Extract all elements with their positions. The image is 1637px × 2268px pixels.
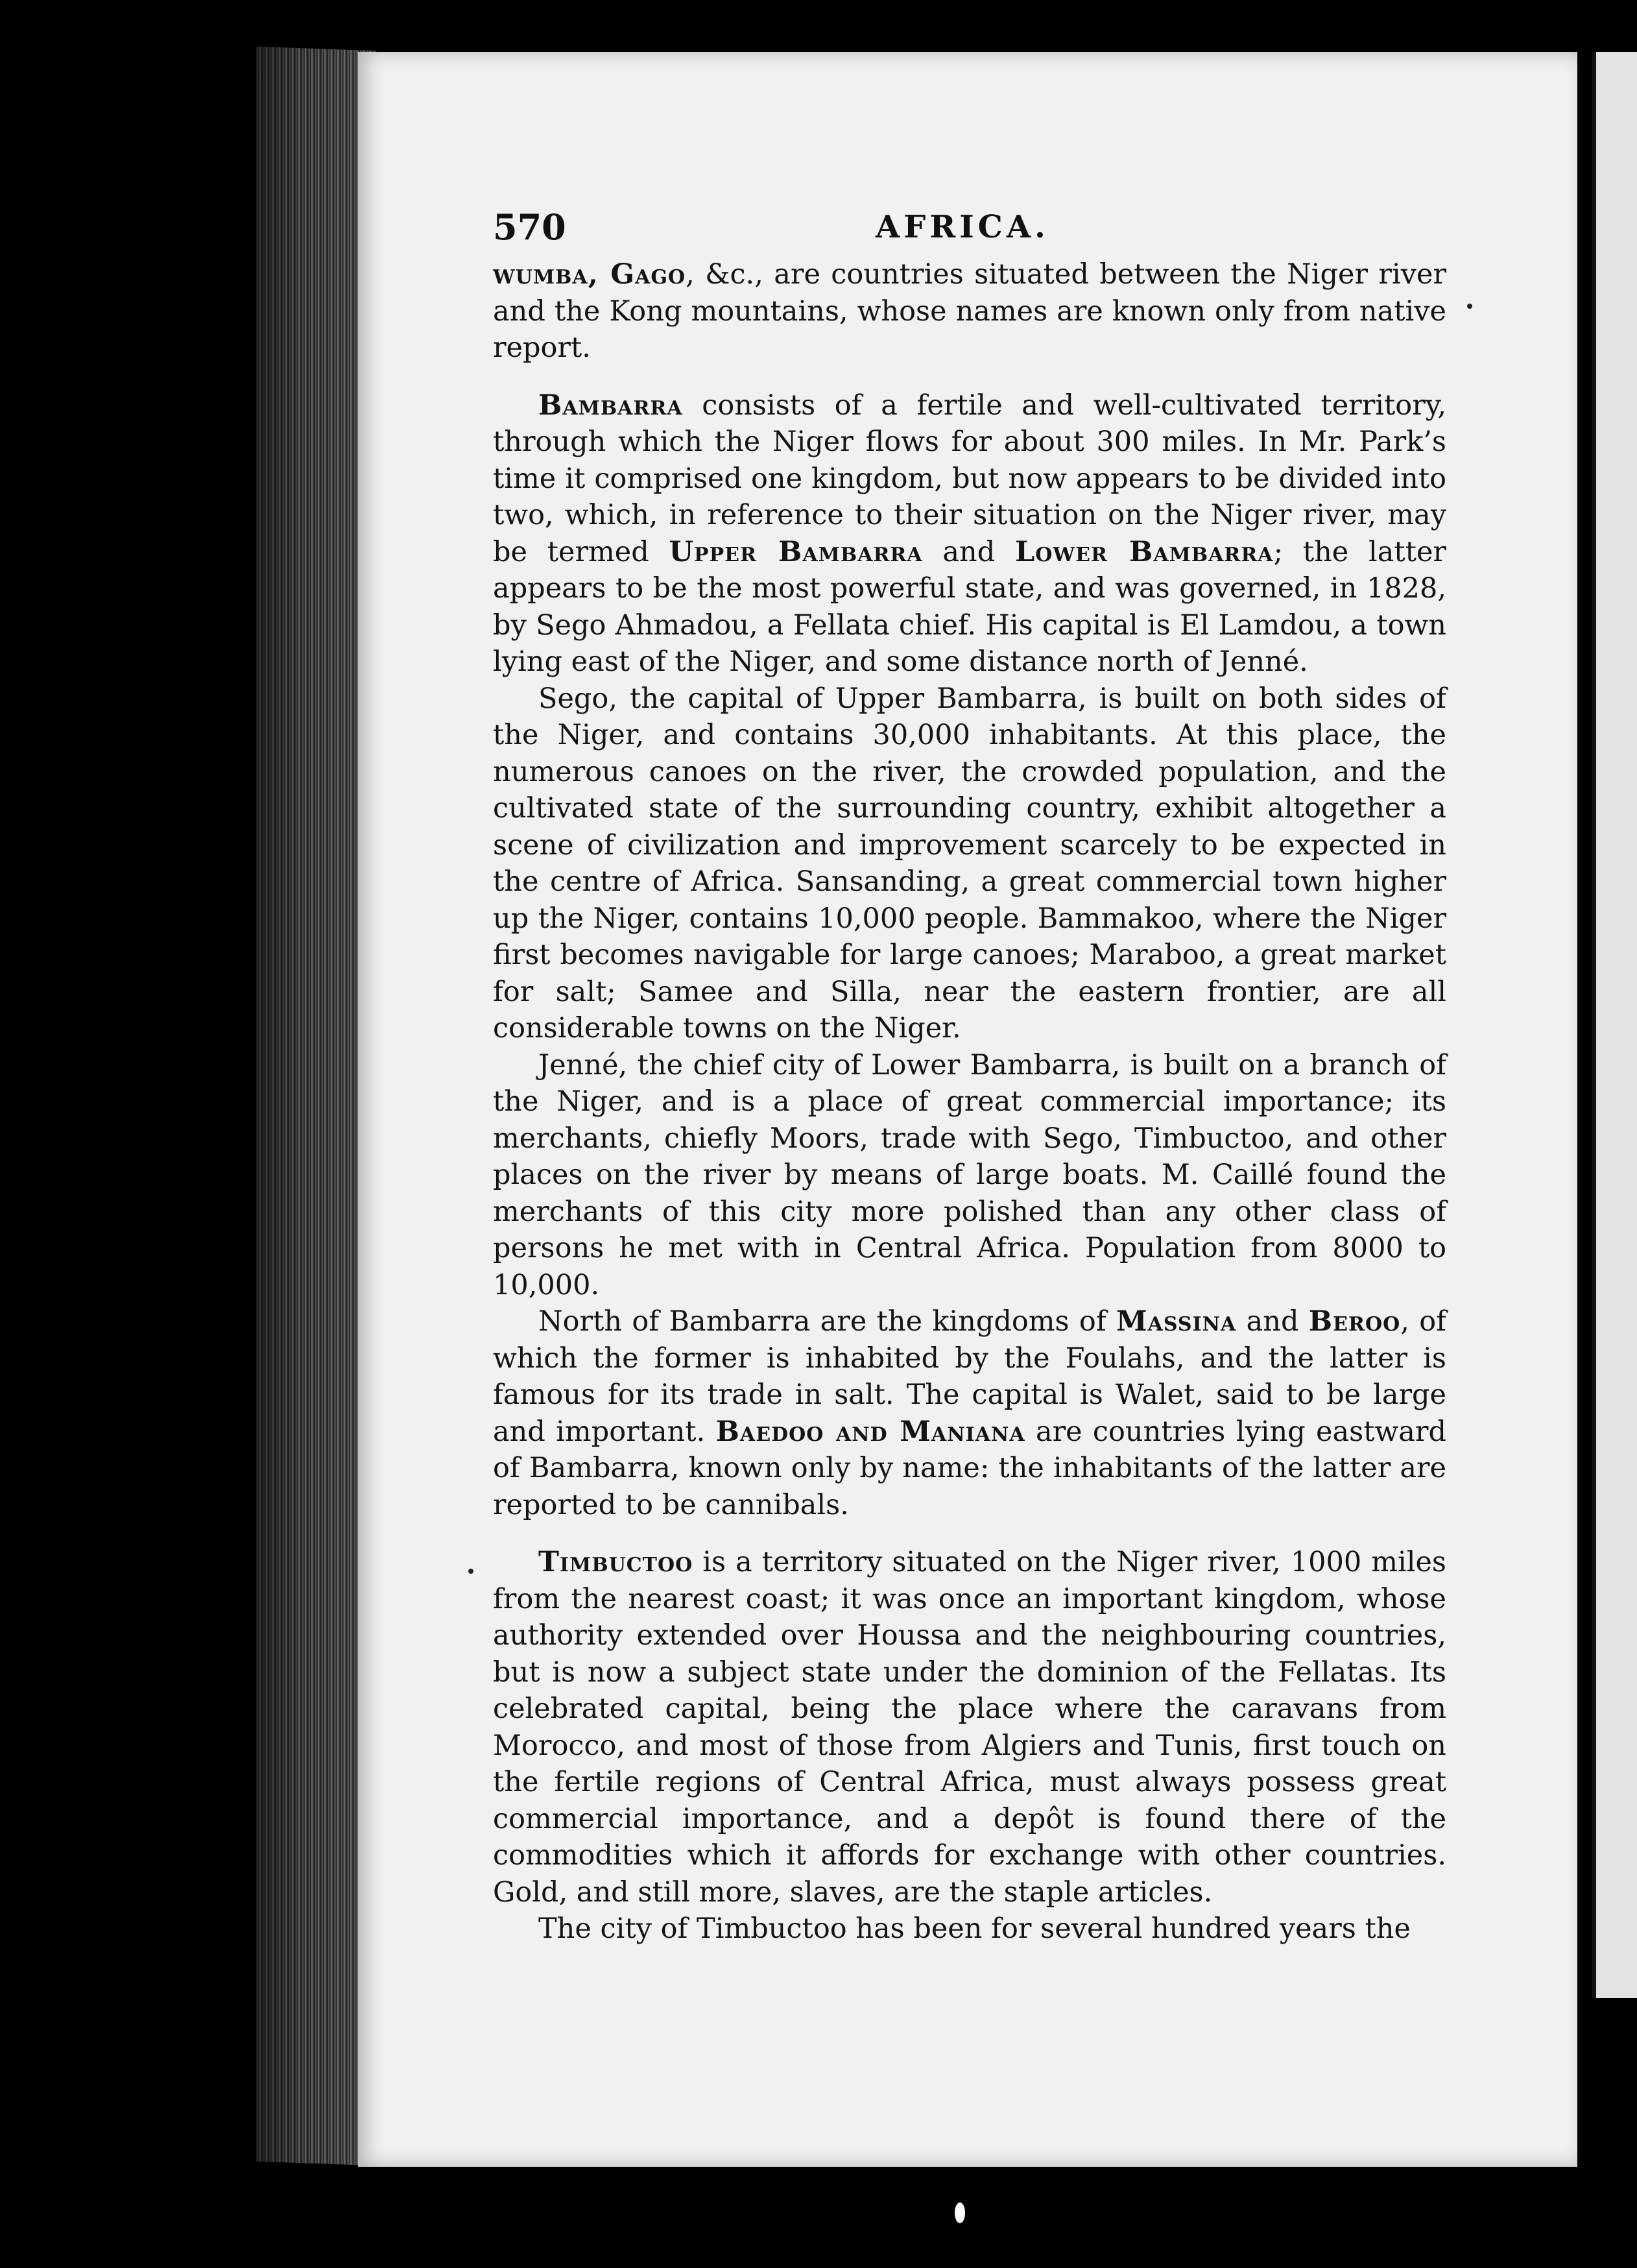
text-run: consists of a fertile and well-cultivated territory, through which the Niger flows for about 300 miles. In Mr. Park’s time it comprised one kingdom, but now appears to be divided into two, which, in reference to their situation on the Niger river, may be termed	[493, 389, 1446, 568]
page-number: 570	[493, 206, 566, 248]
paragraph	[493, 387, 1446, 681]
text-run: , of which the former is inhabited by the Foulahs, and the latter is famous for its trade in salt. The capital is Walet, said to be large and important.	[493, 1305, 1446, 1448]
paragraph	[493, 1303, 1446, 1523]
running-title: AFRICA.	[876, 209, 1049, 245]
paragraph	[493, 1544, 1446, 1911]
small-caps-term: Timbuctoo	[538, 1546, 693, 1578]
scan-artifact	[955, 2202, 965, 2223]
text-run: ; the latter appears to be the most powerful state, and was governed, in 1828, by Sego Ahmadou, a Fellata chief. His capital is El Lamdou, a town lying east of the Niger, and some distance north of Jenné.	[493, 535, 1446, 678]
text-run: North of Bambarra are the kingdoms of	[538, 1305, 1117, 1338]
text-run: and	[922, 535, 1016, 568]
body-text	[493, 256, 1446, 1948]
facing-page-edge	[1592, 52, 1637, 1998]
small-caps-term: Baedoo and Maniana	[715, 1415, 1025, 1448]
text-run: is a territory situated on the Niger river, 1000 miles from the nearest coast; it was once an important kingdom, whose authority extended over Houssa and the neighbouring countries, but is now a subject state under the dominion of the Fellatas. Its celebrated capital, being the place where the caravans from Morocco, and most of those from Algiers and Tunis, first touch on the fertile regions of Central Africa, must always possess great commercial importance, and a depôt is found there of the commodities which it affords for exchange with other countries. Gold, and still more, slaves, are the staple articles.	[493, 1546, 1446, 1909]
paragraph	[493, 256, 1446, 367]
small-caps-term: Lower Bambarra	[1015, 535, 1274, 568]
small-caps-term: wumba, Gago	[493, 258, 686, 291]
text-run: Jenné, the chief city of Lower Bambarra, is built on a branch of the Niger, and is a place of great commercial importance; its merchants, chiefly Moors, trade with Sego, Timbuctoo, and other places on the river by means of large boats. M. Caillé found the merchants of this city more polished than any other class of persons he met with in Central Africa. Population from 8000 to 10,000.	[493, 1048, 1446, 1301]
small-caps-term: Upper Bambarra	[669, 535, 923, 568]
paragraph	[493, 1047, 1446, 1304]
small-caps-term: Beroo	[1308, 1305, 1401, 1338]
paragraph	[493, 1911, 1446, 1948]
scan-artifact	[468, 1569, 473, 1574]
small-caps-term: Massina	[1116, 1305, 1237, 1338]
paragraph	[493, 681, 1446, 1047]
text-run: , &c., are countries situated between the Niger river and the Kong mountains, whose names are known only from native report.	[493, 258, 1446, 364]
text-run: are countries lying eastward of Bambarra, known only by name: the inhabitants of the latter are reported to be cannibals.	[493, 1415, 1447, 1521]
text-run: Sego, the capital of Upper Bambarra, is built on both sides of the Niger, and contains 30,000 inhabitants. At this place, the numerous canoes on the river, the crowded population, and the cultivated state of the surrounding country, exhibit altogether a scene of civilization and improvement scarcely to be expected in the centre of Africa. Sansanding, a great commercial town higher up the Niger, contains 10,000 people. Bammakoo, where the Niger first becomes navigable for large canoes; Maraboo, a great market for salt; Samee and Silla, near the eastern frontier, are all considerable towns on the Niger.	[493, 682, 1446, 1044]
small-caps-term: Bambarra	[538, 389, 683, 422]
text-run: and	[1236, 1305, 1309, 1338]
page-header	[493, 206, 1446, 252]
scan-artifact	[1467, 304, 1472, 309]
text-run: The city of Timbuctoo has been for several hundred years the	[538, 1912, 1411, 1945]
